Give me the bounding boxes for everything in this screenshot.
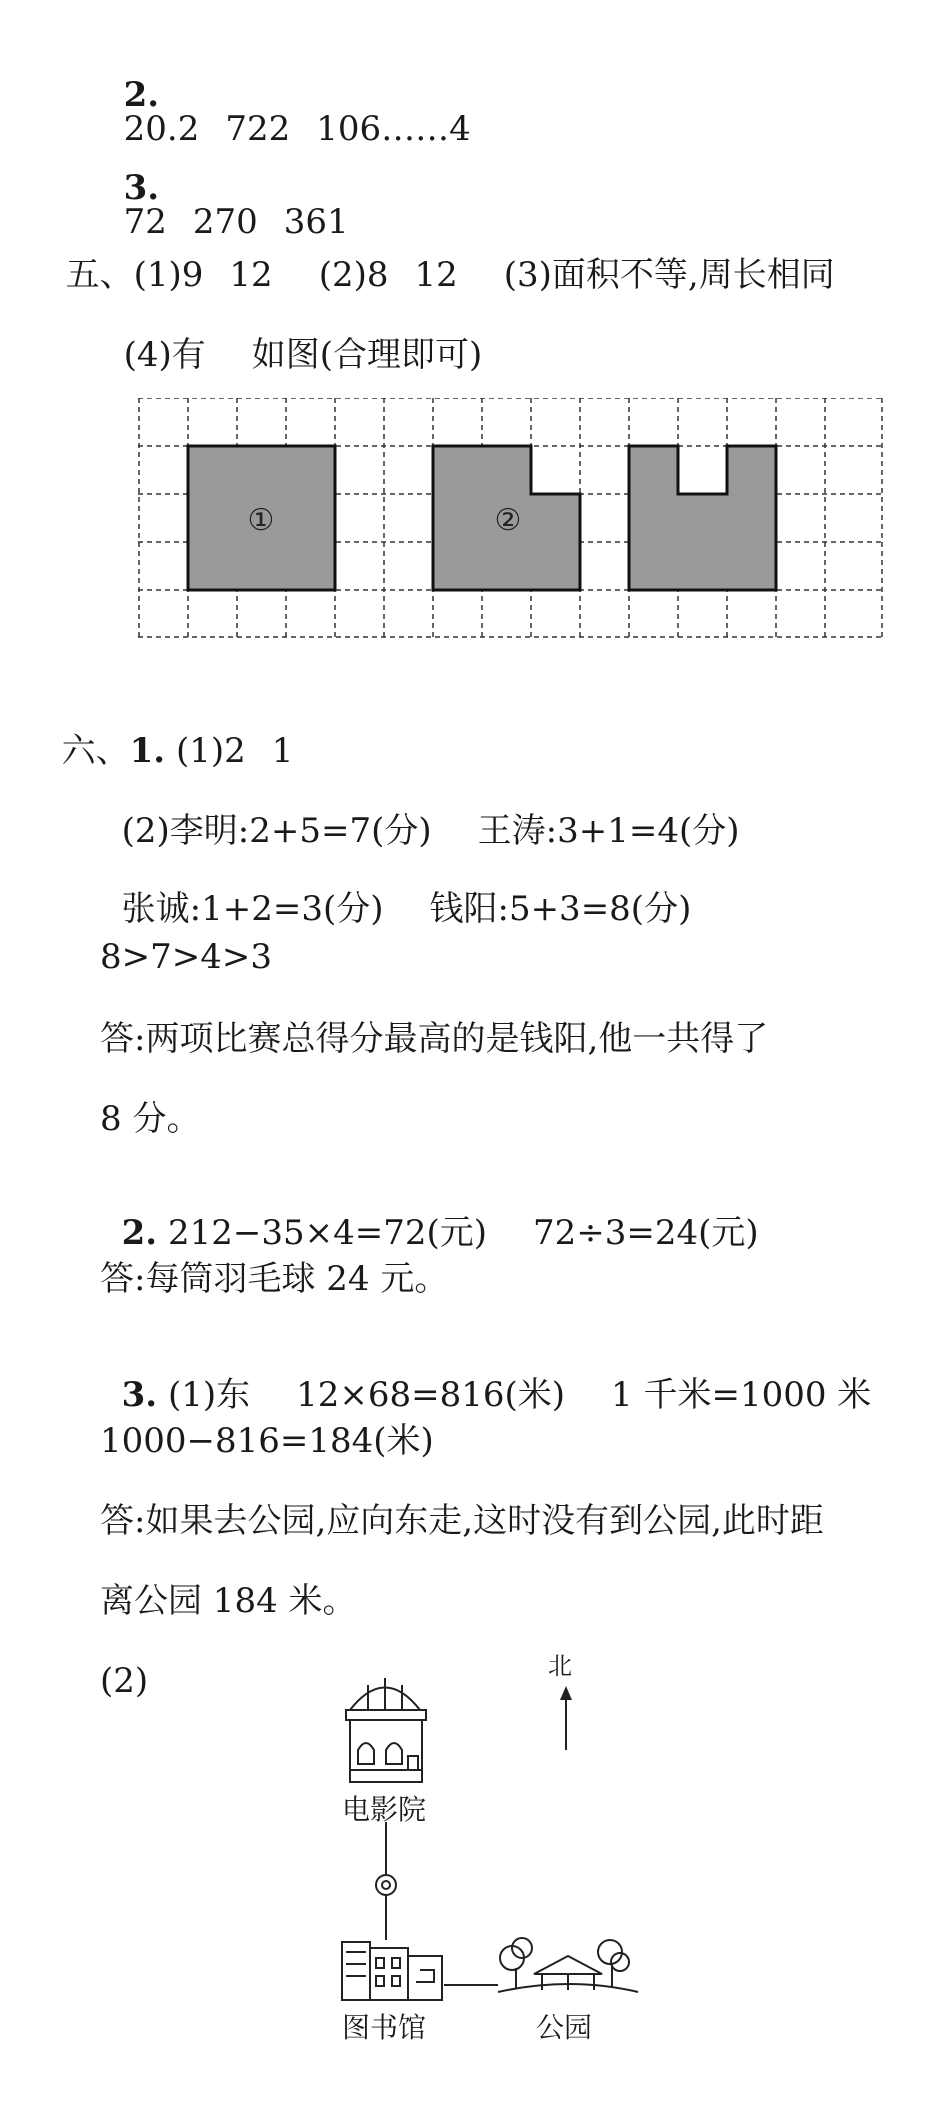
section-5-line-2 [102, 304, 483, 375]
calc: 1 千米=1000 米 [611, 1375, 872, 1415]
answer-value: 270 [192, 202, 258, 242]
section-6-q3-answer-1: 答:如果去公园,应向东走,这时没有到公园,此时距 [100, 1501, 824, 1541]
cinema-icon [346, 1678, 426, 1782]
section-6-q3-answer-2: 离公园 184 米。 [100, 1581, 357, 1621]
calc: 212−35×4=72(元) [167, 1213, 487, 1253]
section-6-q1-line-3 [100, 858, 692, 929]
section-6-q1-compare: 8>7>4>3 [100, 937, 272, 977]
part-answer: 12 [229, 255, 273, 295]
part-answer: (1)2 [175, 731, 246, 771]
section-6-q3-calc: 1000−816=184(米) [100, 1421, 434, 1461]
calc: 72÷3=24(元) [533, 1213, 759, 1253]
library-label: 图书馆 [342, 2011, 427, 2044]
north-arrow-icon [560, 1686, 572, 1750]
part-answer: 12 [414, 255, 458, 295]
answer-value: 20.2 [123, 109, 200, 149]
park-icon [498, 1938, 638, 1992]
section-6-q3-line-1 [100, 1344, 872, 1415]
question-number: 3. [121, 1375, 158, 1415]
answer-line-4-2 [102, 44, 471, 149]
shape-1-label: ① [247, 503, 275, 538]
question-number: 2. [121, 1213, 158, 1253]
answer-value: 72 [123, 202, 167, 242]
score-calc: 王涛:3+1=4(分) [477, 811, 740, 851]
section-6-q2-calc [100, 1182, 759, 1253]
question-number: 3. [123, 168, 160, 208]
north-label: 北 [548, 1652, 572, 1680]
park-label: 公园 [536, 2011, 593, 2044]
answer-value: 361 [283, 202, 349, 242]
score-calc: 张诚:1+2=3(分) [121, 889, 384, 929]
calc: 12×68=816(米) [296, 1375, 566, 1415]
section-5-line-1 [44, 224, 835, 295]
part-answer: (1)东 [167, 1375, 251, 1415]
question-number: 2. [123, 75, 160, 115]
map-figure [320, 1640, 680, 2044]
cinema-label: 电影院 [342, 1793, 427, 1826]
shape-2-label: ② [494, 503, 522, 538]
part-answer: 1 [271, 731, 294, 771]
answer-value: 106……4 [316, 109, 471, 149]
section-6-q2-answer: 答:每筒羽毛球 24 元。 [100, 1259, 449, 1299]
section-label: 五、 [65, 255, 134, 295]
score-calc: 钱阳:5+3=8(分) [429, 889, 692, 929]
part-answer: (4)有 [123, 335, 206, 375]
position-marker [376, 1875, 396, 1895]
score-calc: (2)李明:2+5=7(分) [121, 811, 432, 851]
part-answer: (3)面积不等,周长相同 [503, 255, 835, 295]
answer-value: 722 [225, 109, 291, 149]
part-answer: (1)9 [133, 255, 204, 295]
library-icon [342, 1942, 442, 2000]
part-answer: (2)8 [318, 255, 389, 295]
grid-figure [138, 398, 884, 638]
section-6-q3-part-2: (2) [100, 1661, 149, 1701]
section-label: 六、 [61, 731, 130, 771]
section-6-q1-line-2 [100, 780, 740, 851]
part-answer: 如图(合理即可) [251, 335, 483, 375]
map-drawing [320, 1640, 680, 2040]
section-6-q1-answer-1: 答:两项比赛总得分最高的是钱阳,他一共得了 [100, 1019, 769, 1059]
question-number: 1. [129, 731, 166, 771]
section-6-q1-answer-2: 8 分。 [100, 1099, 201, 1139]
shape-3-u-shape [629, 446, 776, 590]
section-6-q1-line-1 [40, 700, 294, 771]
